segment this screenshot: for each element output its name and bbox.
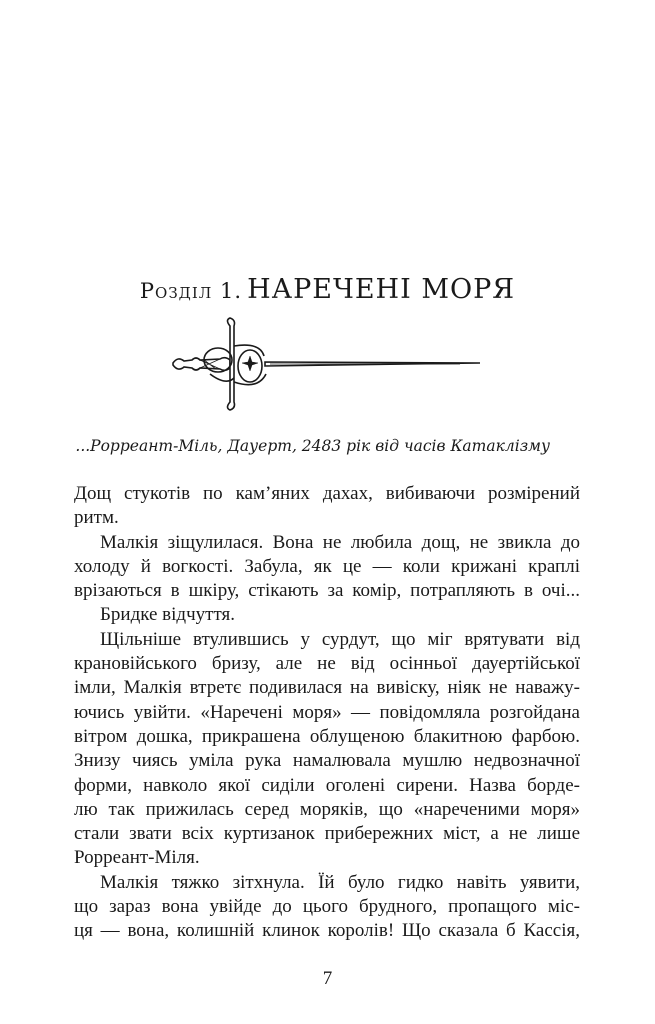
text-line: Щільніше втулившись у сурдут, що міг врятувати від xyxy=(100,628,580,650)
text-line: Рорреант-Міля. xyxy=(74,847,200,869)
chapter-number: Розділ 1. xyxy=(139,279,243,303)
text-line: Бридке відчуття. xyxy=(100,604,236,626)
text-line: лю так прижилась серед моряків, що «нареченими моря» xyxy=(74,798,580,820)
text-line: врізаються в шкіру, стікають за комір, потрапляють в очі... xyxy=(74,580,580,602)
text-line: Малкія зіщулилася. Вона не любила дощ, не звикла до xyxy=(100,531,580,553)
chapter-title: НАРЕЧЕНІ МОРЯ xyxy=(247,274,516,305)
text-line: форми, навколо якої сиділи оголені сирени. Назва борде- xyxy=(74,774,580,796)
chapter-heading xyxy=(0,274,655,305)
text-line: Знизу чиясь уміла рука намалювала мушлю недвозначної xyxy=(74,750,580,772)
epigraph: ...Рорреант-Міль, Дауерт, 2483 рік від часів Катаклізму xyxy=(75,437,550,455)
chapter-text xyxy=(74,482,580,944)
text-line: ритм. xyxy=(74,507,119,529)
text-line: холоду й вогкості. Забула, як це — коли крижані краплі xyxy=(74,555,580,577)
text-line: ця — вона, колишній клинок королів! Що сказала б Кассія, xyxy=(74,920,580,942)
text-line: що зараз вона увійде до цього брудного, пропащого міс- xyxy=(74,896,580,918)
text-line: стали звати всіх куртизанок прибережних міст, а не лише xyxy=(74,823,580,845)
text-line: імли, Малкія втретє подивилася на вивіску, ніяк не наважу- xyxy=(74,677,580,699)
text-line: Дощ стукотів по кам’яних дахах, вибиваючи розмірений xyxy=(74,483,580,504)
text-line: ючись увійти. «Наречені моря» — повідомляла розгойдана xyxy=(74,701,580,723)
text-line: Малкія тяжко зітхнула. Їй було гидко навіть уявити, xyxy=(100,871,580,893)
text-line: крановійського бризу, але не від осінньої дауертійської xyxy=(74,653,580,675)
page-number: 7 xyxy=(322,968,333,989)
text-line: вітром дошка, прикрашена облущеною блакитною фарбою. xyxy=(74,725,580,747)
sword-illustration-icon xyxy=(170,316,485,412)
